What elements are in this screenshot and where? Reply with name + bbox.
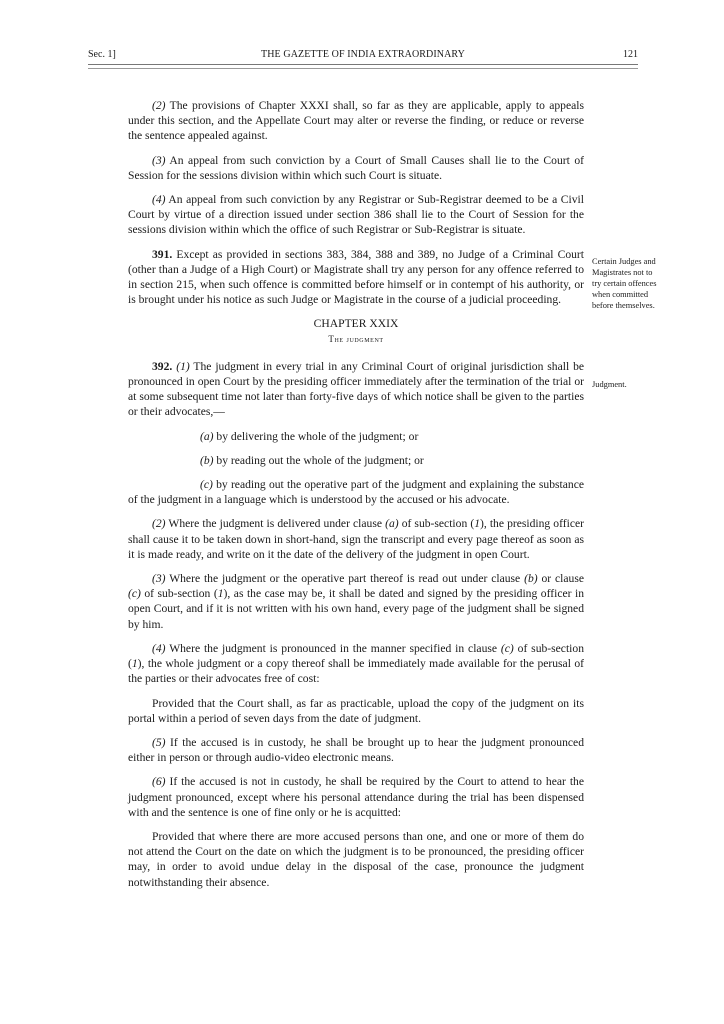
clause-a: (a) by delivering the whole of the judgment; or <box>200 429 419 443</box>
chapter-subtitle: The judgment <box>328 333 384 344</box>
proviso: Provided that the Court shall, as far as practicable, upload the copy of the judgment on its portal within a period of seven days from the date of judgment. <box>128 696 584 725</box>
paragraph: (5) If the accused is in custody, he shall be brought up to hear the judgment pronounced either in person or through audio-video electronic means. <box>128 735 584 765</box>
page-header <box>88 49 638 63</box>
paragraph: (2) The provisions of Chapter XXXI shall, so far as they are applicable, apply to appeals under this section, and the Appellate Court may alter or reverse the finding, or reduce or reverse the sentence appealed against. <box>128 99 584 143</box>
clause-b: (b) by reading out the whole of the judgment; or <box>200 453 424 467</box>
paragraph: (3) Where the judgment or the operative part thereof is read out under clause (b) or clause (c) of sub-section (1), as the case may be, it shall be dated and signed by the presiding officer in open Court, and if it is not written with his own hand, every page of the judgment shall be signed by him. <box>128 572 584 631</box>
paragraph: (6) If the accused is not in custody, he shall be required by the Court to attend to hear the judgment pronounced, except where his personal attendance during the trial has been dispensed with and the sentence is one of fine only or he is acquitted: <box>128 775 584 819</box>
section-391: 391. Except as provided in sections 383, 384, 388 and 389, no Judge of a Criminal Court (other than a Judge of a High Court) or Magistrate shall try any person for any offence referred to in section 215, when such offence is committed before himself or in contempt of his authority, or is brought under his notice as such Judge or Magistrate in the course of a judicial proceeding. <box>128 247 584 307</box>
paragraph: (2) Where the judgment is delivered under clause (a) of sub-section (1), the presiding officer shall cause it to be taken down in short-hand, sign the transcript and every page thereof as soon as it is made ready, and write on it the date of the delivery of the judgment in open Court. <box>128 517 584 561</box>
paragraph: (3) An appeal from such conviction by a Court of Small Causes shall lie to the Court of Session for the sessions division within which such Court is situate. <box>128 153 584 182</box>
paragraph: (4) Where the judgment is pronounced in the manner specified in clause (c) of sub-section (1), the whole judgment or a copy thereof shall be immediately made available for the perusal of the parties or their advocates free of cost: <box>128 641 584 686</box>
proviso: Provided that where there are more accused persons than one, and one or more of them do not attend the Court on the date on which the judgment is to be pronounced, the presiding officer may, in order to avoid undue delay in the disposal of the case, pronounce the judgment notwithstanding their absence. <box>128 829 584 889</box>
header-title: THE GAZETTE OF INDIA EXTRAORDINARY <box>261 49 465 60</box>
section-392: 392. (1) The judgment in every trial in any Criminal Court of original jurisdiction shall be pronounced in open Court by the presiding officer immediately after the termination of the trial or at some subsequent time not later than forty-five days of which notice shall be given to the parties or their advocates,— <box>128 359 585 419</box>
header-section: Sec. 1] <box>88 49 116 60</box>
clause-c: (c) by reading out the operative part of the judgment and explaining the substance of the judgment in a language which is understood by the accused or his advocate. <box>128 478 584 507</box>
paragraph: (4) An appeal from such conviction by any Registrar or Sub-Registrar deemed to be a Civil Court by virtue of a direction issued under section 386 shall lie to the Court of Session for the sessions division within which the office of such Registrar or Sub-Registrar is situate. <box>128 193 584 237</box>
main-text <box>128 98 584 899</box>
chapter-heading: CHAPTER XXIX <box>313 317 399 331</box>
sidenote-392: Judgment. <box>592 380 627 389</box>
header-page-number: 121 <box>623 49 638 60</box>
header-rule <box>88 64 638 69</box>
sidenote-391: Certain Judges and Magistrates not to try certain offences when committed before themselves. <box>592 257 657 310</box>
